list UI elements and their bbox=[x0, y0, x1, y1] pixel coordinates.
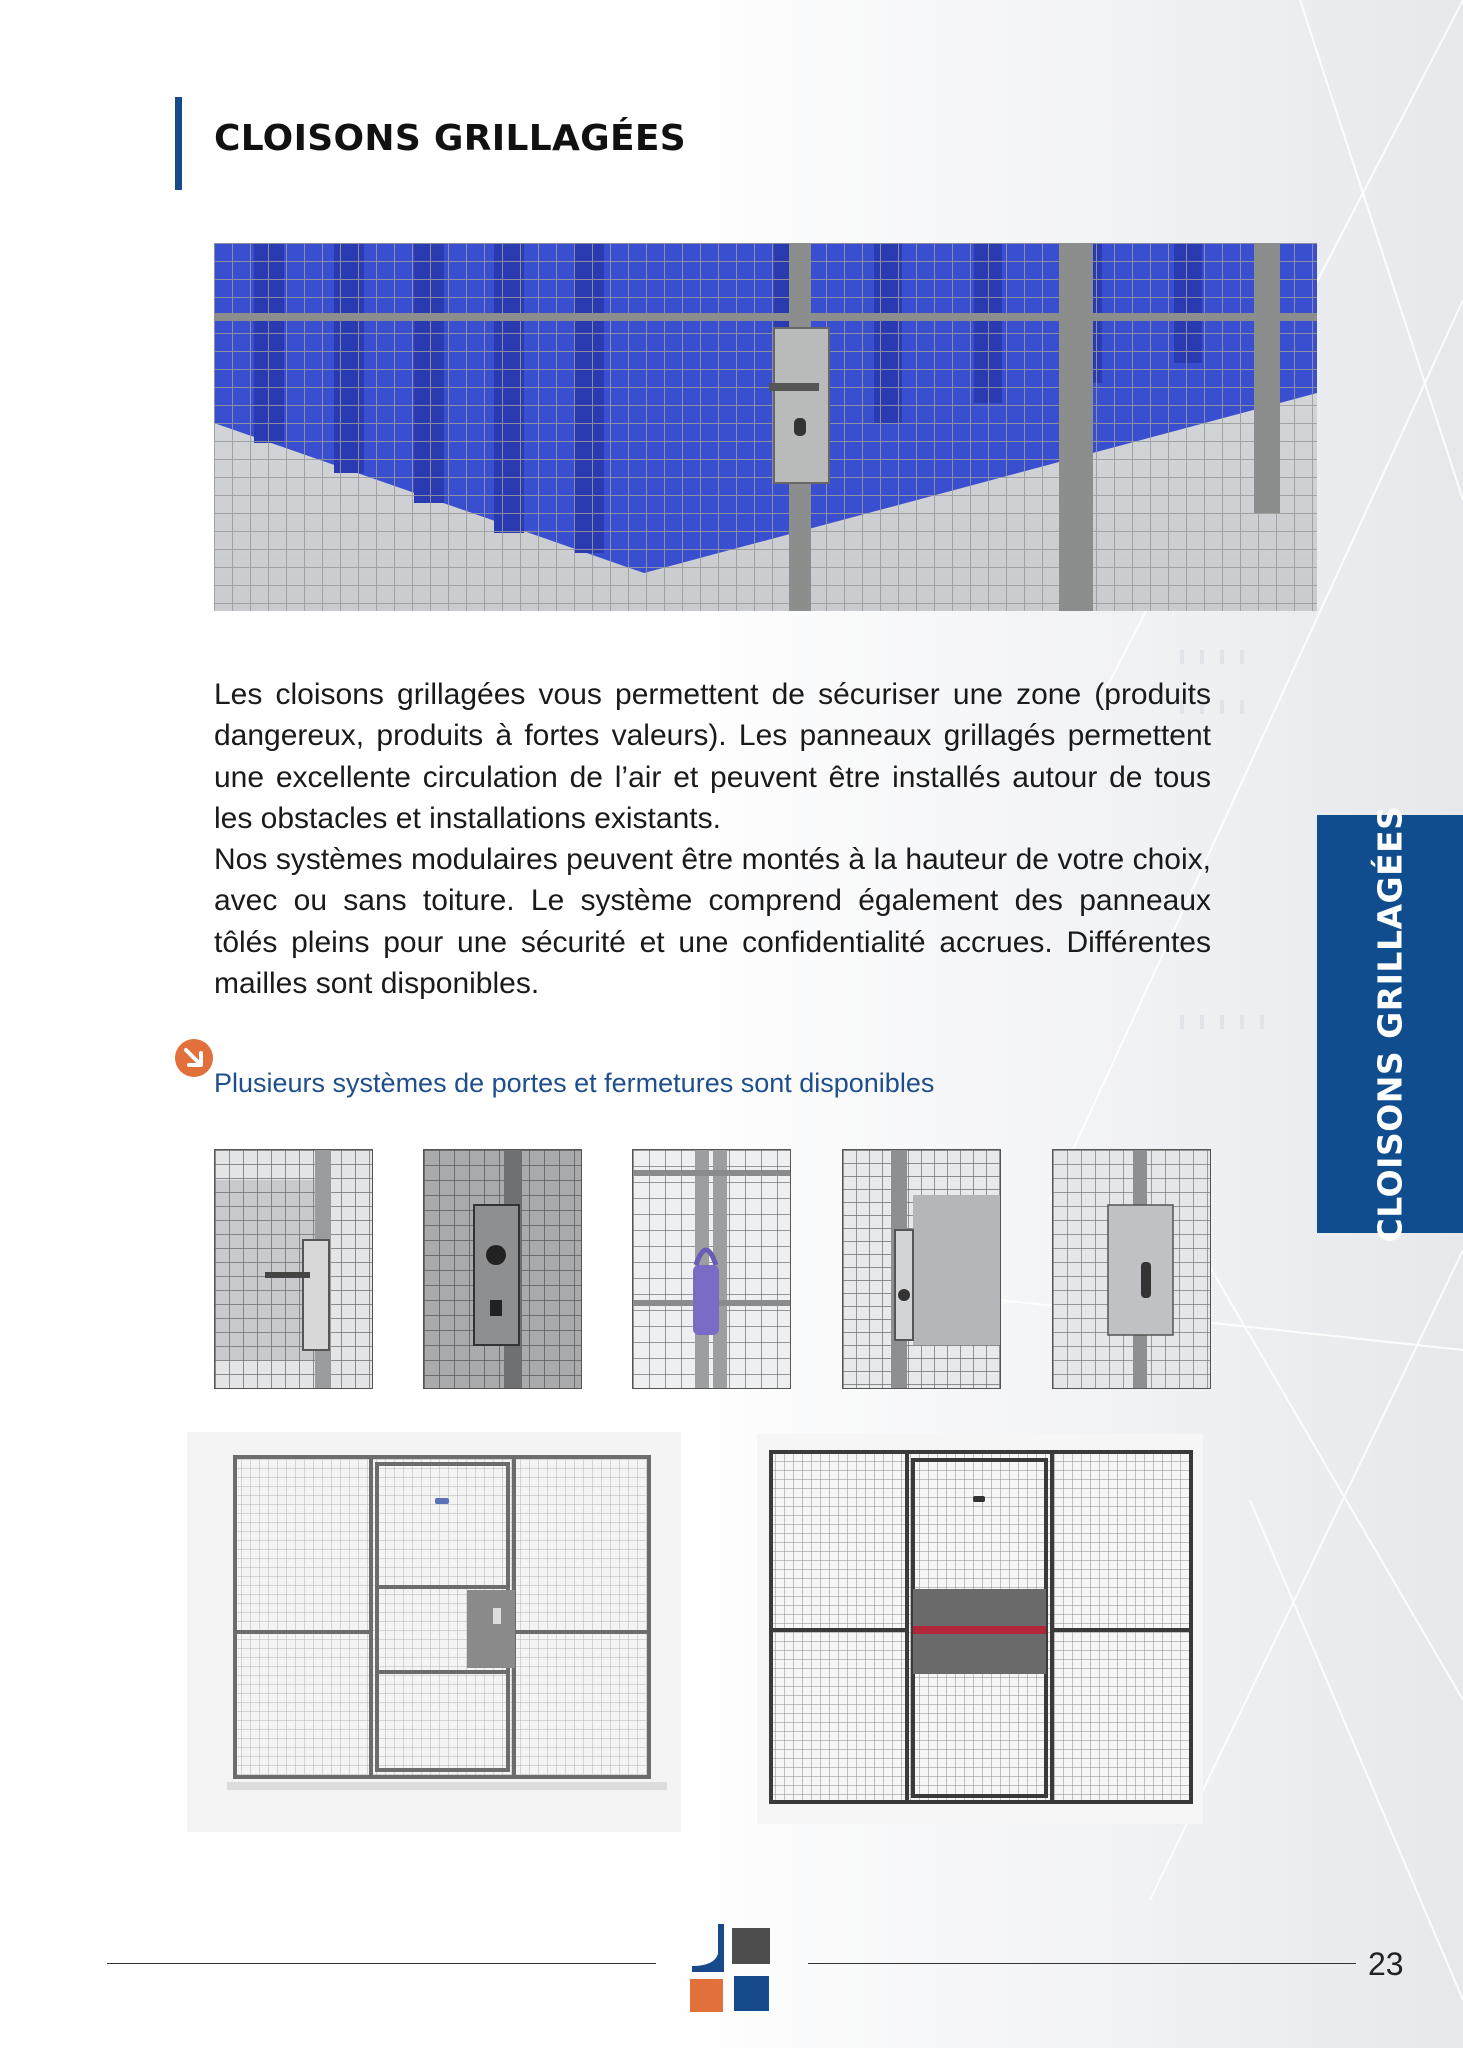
section-side-tab bbox=[1317, 805, 1463, 1243]
intro-text bbox=[214, 674, 1211, 1004]
page-title: CLOISONS GRILLAGÉES bbox=[214, 118, 686, 159]
lock-thumbnail-4 bbox=[842, 1149, 1001, 1389]
title-accent-bar bbox=[175, 97, 182, 190]
lock-thumbnail-5 bbox=[1052, 1149, 1211, 1389]
door-systems-note: Plusieurs systèmes de portes et fermetures sont disponibles bbox=[214, 1068, 935, 1098]
hero-photo bbox=[214, 243, 1317, 611]
footer-rule-right bbox=[808, 1963, 1356, 1964]
page-number: 23 bbox=[1368, 1946, 1404, 1982]
intro-paragraph-1: Les cloisons grillagées vous permettent de sécuriser une zone (produits dangereux, produits à fortes valeurs). Les panneaux grillagés permettent une excellente circulation de l’air et peuvent être installés autour de tous les obstacles et installations existants. bbox=[214, 678, 1211, 835]
lock-thumbnail-1 bbox=[214, 1149, 373, 1389]
company-logo bbox=[684, 1924, 780, 2014]
door-drawing-left bbox=[187, 1432, 681, 1832]
orange-arrow-icon bbox=[174, 1038, 214, 1078]
door-drawing-right bbox=[757, 1434, 1203, 1824]
footer-rule-left bbox=[107, 1963, 656, 1964]
side-tab-label: CLOISONS GRILLAGÉES bbox=[1370, 805, 1410, 1243]
intro-paragraph-2: Nos systèmes modulaires peuvent être montés à la hauteur de votre choix, avec ou sans toiture. Le système comprend également des panneaux tôlés pleins pour une sécurité et une confidentialité accrues. Différentes mailles sont disponibles. bbox=[214, 843, 1211, 1001]
lock-thumbnail-3 bbox=[632, 1149, 791, 1389]
hero-photo-illustration bbox=[214, 243, 1317, 611]
lock-thumbnail-2 bbox=[423, 1149, 582, 1389]
